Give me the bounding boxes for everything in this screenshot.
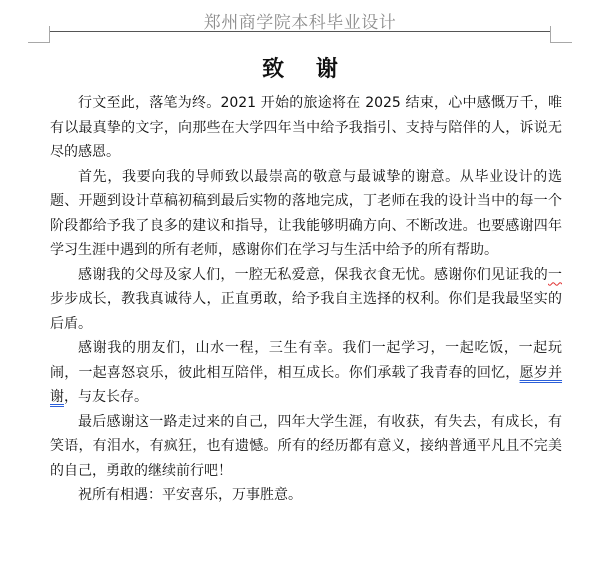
paragraph-friends-text-a: 感谢我的朋友们，山水一程，三生有幸。我们一起学习，一起吃饭，一起玩闹，一起喜怒哀乐，彼此相互陪伴，相互成长。你们承载了我青春的回忆， (50, 340, 562, 381)
paragraph-intro[interactable]: 行文至此，落笔为终。2021 开始的旅途将在 2025 结束，心中感慨万千，唯有以最真挚的文字，向那些在大学四年当中给予我指引、支持与陪伴的人，诉说无尽的感恩。 (50, 95, 562, 160)
paragraph-advisor[interactable]: 首先，我要向我的导师致以最崇高的敬意与最诚挚的谢意。从毕业设计的选题、开题到设计草稿初稿到最后实物的落地完成，丁老师在我的设计当中的每一个阶段都给予我了良多的建议和指导，让我能够明确方向、不断改进。也要感谢四年学习生涯中遇到的所有老师，感谢你们在学习与生活中给予的所有帮助。 (50, 168, 562, 258)
paragraph-family-text-b: 步步成长，教我真诚待人，正直勇敢，给予我自主选择的权利。你们是我最坚实的后盾。 (50, 291, 562, 332)
header-rule (50, 31, 550, 32)
crop-mark-left-vertical (49, 26, 50, 42)
paragraph-self[interactable]: 最后感谢这一路走过来的自己，四年大学生涯，有收获，有失去，有成长，有笑语，有泪水，有疯狂，也有遗憾。所有的经历都有意义，接纳普通平凡且不完美的自己，勇敢的继续前行吧！ (50, 413, 562, 479)
paragraph-family[interactable] (50, 263, 562, 337)
page-header: 郑州商学院本科毕业设计 (203, 13, 397, 33)
page-title: 致 谢 (262, 57, 350, 82)
grammar-flag[interactable]: 愿岁并谢 (50, 364, 563, 405)
paragraph-family-text-a: 感谢我的父母及家人们，一腔无私爱意，保我衣食无忧。感谢你们见证我的 (78, 266, 548, 283)
crop-mark-right (550, 42, 572, 43)
paragraph-wish[interactable]: 祝所有相遇：平安喜乐，万事胜意。 (78, 487, 302, 503)
crop-mark-left (28, 42, 50, 43)
paragraph-friends-text-b: ，与友长存。 (64, 389, 148, 405)
paragraph-friends[interactable] (50, 336, 562, 410)
acknowledgement-body (50, 91, 562, 508)
crop-mark-right-vertical (550, 26, 551, 42)
spelling-flag[interactable]: 一 (548, 266, 562, 283)
